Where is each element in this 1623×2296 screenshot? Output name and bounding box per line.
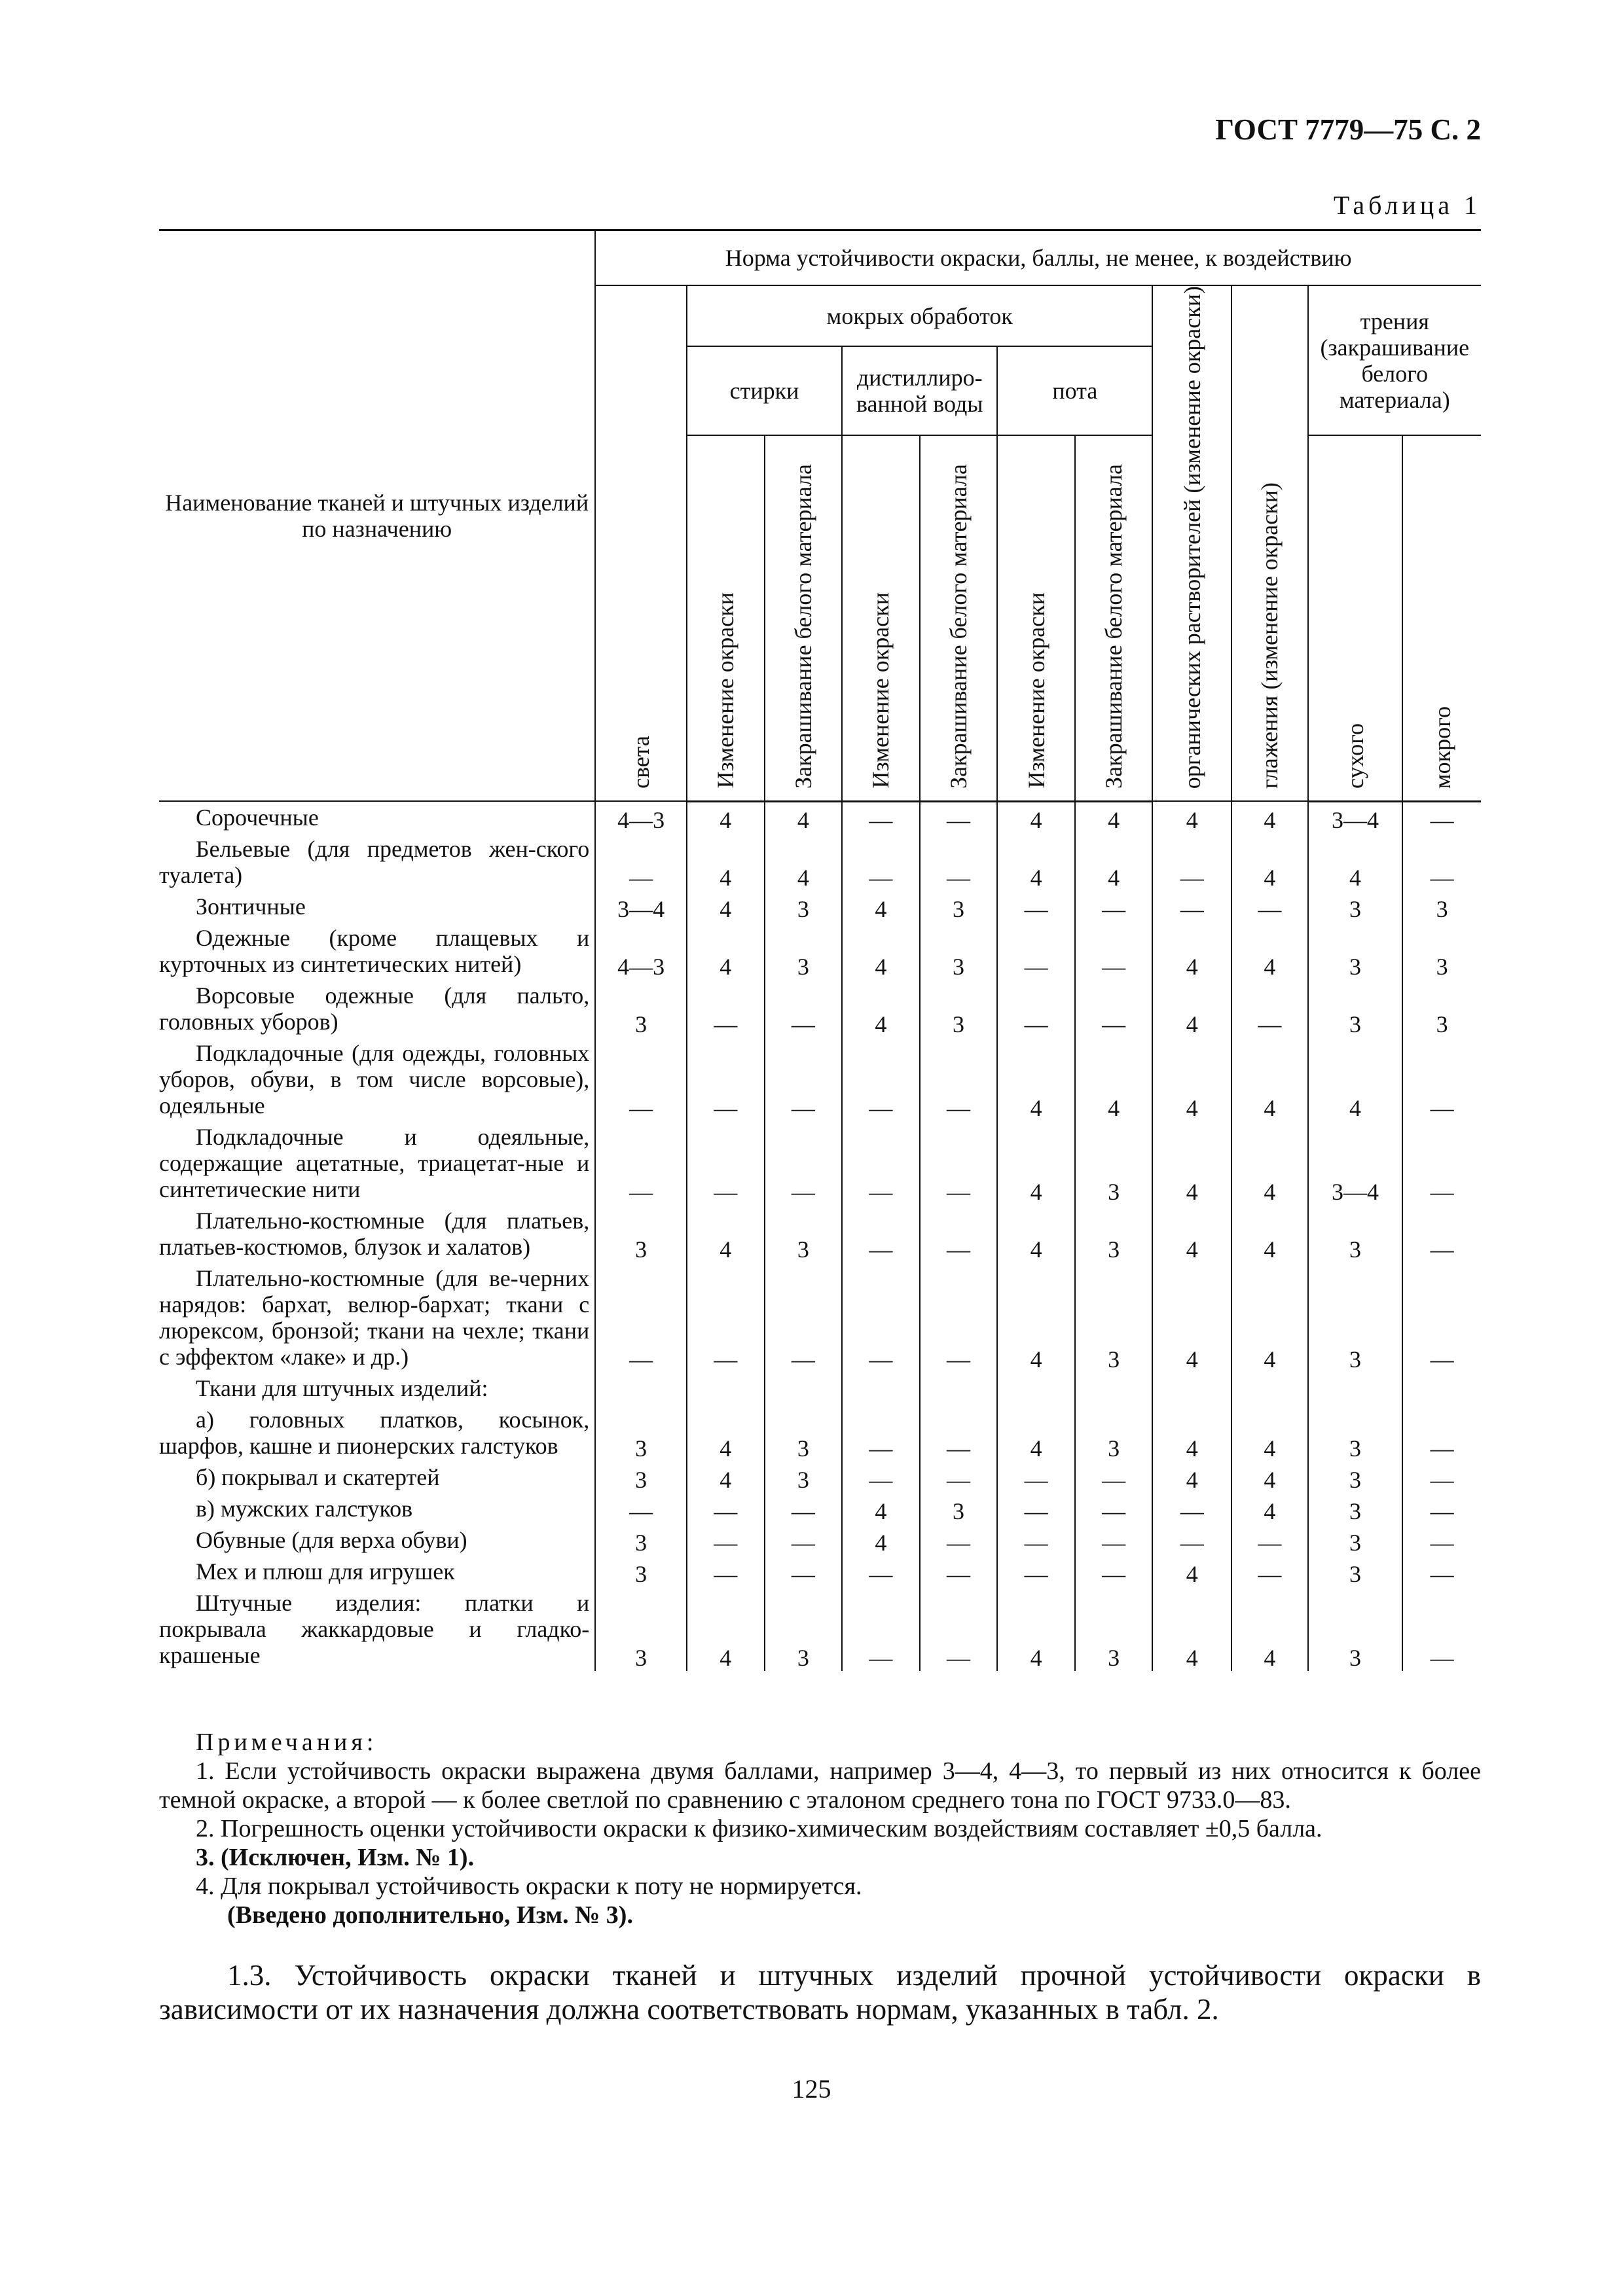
table-row: [159, 1372, 1481, 1404]
table-row: [159, 980, 1481, 1037]
cell-value: 3: [765, 891, 843, 922]
cell-value: —: [1402, 1587, 1481, 1671]
cell-value: 4: [1231, 1404, 1308, 1462]
cell-value: 3: [595, 1404, 687, 1462]
cell-value: 3: [920, 1493, 998, 1524]
cell-value: —: [920, 1524, 998, 1556]
cell-value: 3: [920, 922, 998, 980]
table-row: [159, 1205, 1481, 1263]
cell-value: 3: [595, 1587, 687, 1671]
row-name: Ворсовые одежные (для пальто, головных уборов): [159, 982, 590, 1035]
cell-value: 4: [997, 801, 1075, 833]
cell-value: —: [842, 801, 920, 833]
cell-value: —: [765, 1493, 843, 1524]
cell-value: 3: [765, 1404, 843, 1462]
friction-header: трения (закрашивание белого материала): [1308, 285, 1481, 435]
cell-value: 3: [595, 980, 687, 1037]
cell-value: —: [1075, 1556, 1153, 1587]
row-name: б) покрывал и скатертей: [196, 1464, 440, 1491]
cell-value: —: [1075, 922, 1153, 980]
cell-value: —: [1402, 1404, 1481, 1462]
col-header-wash-change: Изменение окраски: [687, 435, 765, 801]
cell-value: 4: [842, 1493, 920, 1524]
cell-value: 4: [1152, 1587, 1231, 1671]
cell-value: —: [1231, 1524, 1308, 1556]
row-name: Бельевые (для предметов жен-ского туалета): [159, 836, 590, 889]
wet-treatments-header: мокрых обработок: [687, 285, 1152, 346]
cell-value: 4: [842, 1524, 920, 1556]
cell-value: 3: [1402, 980, 1481, 1037]
cell-value: 4: [1152, 1556, 1231, 1587]
cell-value: 4: [687, 1587, 765, 1671]
cell-value: [1152, 1372, 1231, 1404]
cell-value: 4: [687, 891, 765, 922]
cell-value: 4: [1152, 1037, 1231, 1121]
col-header-dry: сухого: [1308, 435, 1403, 801]
cell-value: 3: [920, 980, 998, 1037]
cell-value: [842, 1372, 920, 1404]
cell-value: 4: [1231, 1037, 1308, 1121]
note-3: 3. (Исключен, Изм. № 1).: [196, 1844, 475, 1871]
cell-value: —: [765, 980, 843, 1037]
cell-value: —: [920, 1121, 998, 1205]
cell-value: —: [842, 1037, 920, 1121]
col-header-wet: мокрого: [1402, 435, 1481, 801]
cell-value: 3—4: [1308, 801, 1403, 833]
cell-value: —: [765, 1121, 843, 1205]
wash-header: стирки: [687, 346, 842, 435]
cell-value: —: [1231, 891, 1308, 922]
cell-value: —: [595, 833, 687, 891]
row-name: Мех и плюш для игрушек: [196, 1558, 455, 1585]
note-1: 1. Если устойчивость окраски выражена двумя баллами, например 3—4, 4—3, то первый из них относится к более темной окраске, а второй — к более светлой по сравнению с эталоном среднего тона по ГОСТ 9733.0—83.: [159, 1757, 1481, 1814]
cell-value: —: [1152, 1524, 1231, 1556]
cell-value: 3: [1308, 1524, 1403, 1556]
cell-value: [687, 1372, 765, 1404]
cell-value: —: [997, 922, 1075, 980]
cell-value: 3: [595, 1205, 687, 1263]
section-1-3-paragraph: 1.3. Устойчивость окраски тканей и штучных изделий прочной устойчивости окраски в зависимости от их назначения должна соответствовать нормам, указанных в табл. 2.: [159, 1959, 1481, 2026]
cell-value: 4: [1231, 1121, 1308, 1205]
cell-value: 3—4: [595, 891, 687, 922]
cell-value: 3: [1308, 922, 1403, 980]
col-header-ironing: глажения (изменение окраски): [1231, 285, 1308, 801]
cell-value: 3: [1308, 980, 1403, 1037]
cell-value: [997, 1372, 1075, 1404]
cell-value: 3: [1075, 1205, 1153, 1263]
table-row: [159, 1037, 1481, 1121]
table-row: [159, 801, 1481, 833]
col-header-name: Наименование тканей и штучных изделий по назначению: [159, 230, 595, 802]
row-name: Подкладочные и одеяльные, содержащие ацетатные, триацетат-ные и синтетические нити: [159, 1124, 590, 1203]
cell-value: 4: [997, 1205, 1075, 1263]
table-row: [159, 1493, 1481, 1524]
cell-value: 4: [1152, 1404, 1231, 1462]
cell-value: [920, 1372, 998, 1404]
table-caption: Таблица 1: [1333, 190, 1481, 220]
col-header-sweat-change: Изменение окраски: [997, 435, 1075, 801]
cell-value: —: [595, 1121, 687, 1205]
cell-value: [1075, 1372, 1153, 1404]
table-row: [159, 1587, 1481, 1671]
row-name: а) головных платков, косынок, шарфов, кашне и пионерских галстуков: [159, 1407, 590, 1460]
cell-value: 4: [1231, 1587, 1308, 1671]
cell-value: 3: [1308, 1462, 1403, 1493]
cell-value: —: [997, 1524, 1075, 1556]
cell-value: —: [1402, 1205, 1481, 1263]
col-header-distilled-staining: Закрашивание белого материала: [920, 435, 998, 801]
cell-value: 3: [595, 1462, 687, 1493]
cell-value: 4: [687, 1205, 765, 1263]
note-4: 4. Для покрывал устойчивость окраски к поту не нормируется.: [196, 1873, 862, 1900]
row-name: в) мужских галстуков: [196, 1496, 413, 1522]
cell-value: —: [842, 1587, 920, 1671]
cell-value: —: [687, 1121, 765, 1205]
row-name: Ткани для штучных изделий:: [196, 1375, 488, 1402]
cell-value: 4: [1075, 801, 1153, 833]
table-row: [159, 1404, 1481, 1462]
cell-value: —: [765, 1524, 843, 1556]
col-header-light: света: [595, 285, 687, 801]
cell-value: —: [920, 1587, 998, 1671]
cell-value: [595, 1372, 687, 1404]
cell-value: —: [765, 1037, 843, 1121]
cell-value: —: [1231, 980, 1308, 1037]
cell-value: 4: [687, 1404, 765, 1462]
cell-value: —: [1152, 891, 1231, 922]
cell-value: 4: [687, 801, 765, 833]
cell-value: —: [842, 1404, 920, 1462]
cell-value: 4: [842, 891, 920, 922]
cell-value: 3: [1075, 1587, 1153, 1671]
cell-value: —: [1402, 1263, 1481, 1372]
cell-value: —: [687, 980, 765, 1037]
cell-value: 4: [1075, 1037, 1153, 1121]
cell-value: 4: [1075, 833, 1153, 891]
sweat-header: пота: [997, 346, 1152, 435]
cell-value: —: [1402, 1556, 1481, 1587]
row-name: Сорочечные: [196, 804, 319, 831]
cell-value: 3: [1075, 1404, 1153, 1462]
cell-value: —: [920, 1556, 998, 1587]
cell-value: 4: [1152, 1263, 1231, 1372]
cell-value: —: [1152, 833, 1231, 891]
notes-title: Примечания:: [196, 1729, 378, 1756]
cell-value: [1231, 1372, 1308, 1404]
cell-value: —: [842, 1205, 920, 1263]
cell-value: 4: [687, 833, 765, 891]
cell-value: —: [1231, 1556, 1308, 1587]
notes-block: [159, 1728, 1481, 1929]
note-2: 2. Погрешность оценки устойчивости окраски к физико-химическим воздействиям составляет ±0,5 балла.: [196, 1815, 1322, 1842]
row-name: Плательно-костюмные (для ве-черних нарядов: бархат, велюр-бархат; ткани с люрексом, бронзой; ткани на чехле; ткани с эффектом «лаке» и др.): [159, 1265, 590, 1371]
cell-value: 4: [997, 1037, 1075, 1121]
cell-value: 4: [1152, 980, 1231, 1037]
cell-value: —: [595, 1263, 687, 1372]
cell-value: 4: [1152, 922, 1231, 980]
cell-value: 4: [1152, 1205, 1231, 1263]
table-row: [159, 833, 1481, 891]
row-name: Одежные (кроме плащевых и курточных из синтетических нитей): [159, 925, 590, 978]
cell-value: —: [997, 1493, 1075, 1524]
table-row: [159, 891, 1481, 922]
cell-value: —: [842, 833, 920, 891]
cell-value: 4: [1231, 1263, 1308, 1372]
cell-value: —: [1402, 801, 1481, 833]
cell-value: 3: [1308, 891, 1403, 922]
cell-value: —: [920, 1404, 998, 1462]
cell-value: 3: [1402, 922, 1481, 980]
cell-value: 3: [920, 891, 998, 922]
cell-value: —: [1402, 1524, 1481, 1556]
cell-value: —: [920, 801, 998, 833]
cell-value: —: [997, 891, 1075, 922]
col-header-sweat-staining: Закрашивание белого материала: [1075, 435, 1153, 801]
cell-value: —: [1402, 833, 1481, 891]
table-row: [159, 1121, 1481, 1205]
cell-value: 4: [997, 1263, 1075, 1372]
cell-value: —: [1075, 1493, 1153, 1524]
page-number: 125: [792, 2074, 831, 2104]
cell-value: 3: [595, 1556, 687, 1587]
cell-value: —: [842, 1121, 920, 1205]
col-header-organic: органических растворителей (изменение окраски): [1152, 285, 1231, 801]
distilled-water-header: дистиллиро-ванной воды: [842, 346, 997, 435]
cell-value: 4: [1152, 1462, 1231, 1493]
row-name: Обувные (для верха обуви): [196, 1527, 467, 1554]
cell-value: —: [687, 1556, 765, 1587]
col-header-distilled-change: Изменение окраски: [842, 435, 920, 801]
cell-value: —: [1152, 1493, 1231, 1524]
row-name: Подкладочные (для одежды, головных уборов, обуви, в том числе ворсовые), одеяльные: [159, 1040, 590, 1119]
cell-value: —: [920, 1205, 998, 1263]
cell-value: —: [842, 1556, 920, 1587]
cell-value: 4: [1308, 1037, 1403, 1121]
row-name: Штучные изделия: платки и покрывала жаккардовые и гладко-крашеные: [159, 1590, 590, 1669]
cell-value: —: [1075, 891, 1153, 922]
cell-value: 4: [1152, 1121, 1231, 1205]
cell-value: —: [997, 1462, 1075, 1493]
cell-value: 3: [765, 1587, 843, 1671]
cell-value: 3: [1075, 1121, 1153, 1205]
cell-value: 3: [1308, 1263, 1403, 1372]
group-header: Норма устойчивости окраски, баллы, не менее, к воздействию: [595, 230, 1481, 286]
table-row: [159, 1556, 1481, 1587]
table-row: [159, 1263, 1481, 1372]
cell-value: 4: [687, 1462, 765, 1493]
cell-value: —: [1402, 1493, 1481, 1524]
row-name: Плательно-костюмные (для платьев, платьев-костюмов, блузок и халатов): [159, 1208, 590, 1261]
cell-value: —: [595, 1037, 687, 1121]
cell-value: 4: [997, 1587, 1075, 1671]
cell-value: —: [997, 1556, 1075, 1587]
cell-value: 3: [1308, 1404, 1403, 1462]
cell-value: 4: [1231, 833, 1308, 891]
cell-value: —: [1402, 1462, 1481, 1493]
cell-value: —: [765, 1556, 843, 1587]
cell-value: 4: [997, 1404, 1075, 1462]
cell-value: 4: [765, 833, 843, 891]
cell-value: —: [920, 1037, 998, 1121]
col-header-wash-staining: Закрашивание белого материала: [765, 435, 843, 801]
cell-value: 3: [1308, 1493, 1403, 1524]
cell-value: [1308, 1372, 1403, 1404]
cell-value: 4: [842, 980, 920, 1037]
row-name: Зонтичные: [196, 893, 306, 920]
cell-value: 4: [842, 922, 920, 980]
cell-value: 3: [1308, 1205, 1403, 1263]
cell-value: —: [920, 833, 998, 891]
cell-value: 3: [765, 1205, 843, 1263]
cell-value: —: [997, 980, 1075, 1037]
cell-value: 3: [1075, 1263, 1153, 1372]
cell-value: —: [842, 1462, 920, 1493]
cell-value: 4: [1231, 801, 1308, 833]
cell-value: 4: [765, 801, 843, 833]
cell-value: 4—3: [595, 922, 687, 980]
cell-value: —: [1402, 1121, 1481, 1205]
cell-value: —: [765, 1263, 843, 1372]
cell-value: 3: [765, 922, 843, 980]
cell-value: —: [595, 1493, 687, 1524]
table-row: [159, 1524, 1481, 1556]
cell-value: 3—4: [1308, 1121, 1403, 1205]
cell-value: 4: [1231, 1462, 1308, 1493]
cell-value: —: [920, 1263, 998, 1372]
cell-value: [1402, 1372, 1481, 1404]
cell-value: —: [687, 1037, 765, 1121]
cell-value: 3: [1402, 891, 1481, 922]
cell-value: —: [1075, 1524, 1153, 1556]
cell-value: —: [687, 1493, 765, 1524]
cell-value: —: [1402, 1037, 1481, 1121]
cell-value: 4: [1152, 801, 1231, 833]
cell-value: 4: [997, 1121, 1075, 1205]
cell-value: 3: [765, 1462, 843, 1493]
cell-value: —: [842, 1263, 920, 1372]
cell-value: 4: [1308, 833, 1403, 891]
cell-value: 3: [595, 1524, 687, 1556]
cell-value: 4: [687, 922, 765, 980]
cell-value: —: [1075, 1462, 1153, 1493]
cell-value: [765, 1372, 843, 1404]
table-row: [159, 922, 1481, 980]
cell-value: —: [687, 1263, 765, 1372]
document-header: ГОСТ 7779—75 С. 2: [1215, 113, 1481, 146]
cell-value: —: [687, 1524, 765, 1556]
note-5: (Введено дополнительно, Изм. № 3).: [227, 1901, 633, 1929]
cell-value: 3: [1308, 1556, 1403, 1587]
cell-value: 4: [1231, 1205, 1308, 1263]
cell-value: 4: [1231, 922, 1308, 980]
cell-value: 3: [1308, 1587, 1403, 1671]
cell-value: —: [920, 1462, 998, 1493]
cell-value: —: [1075, 980, 1153, 1037]
table-row: [159, 1462, 1481, 1493]
cell-value: 4—3: [595, 801, 687, 833]
cell-value: 4: [997, 833, 1075, 891]
cell-value: 4: [1231, 1493, 1308, 1524]
fastness-norms-table: [159, 229, 1481, 1671]
